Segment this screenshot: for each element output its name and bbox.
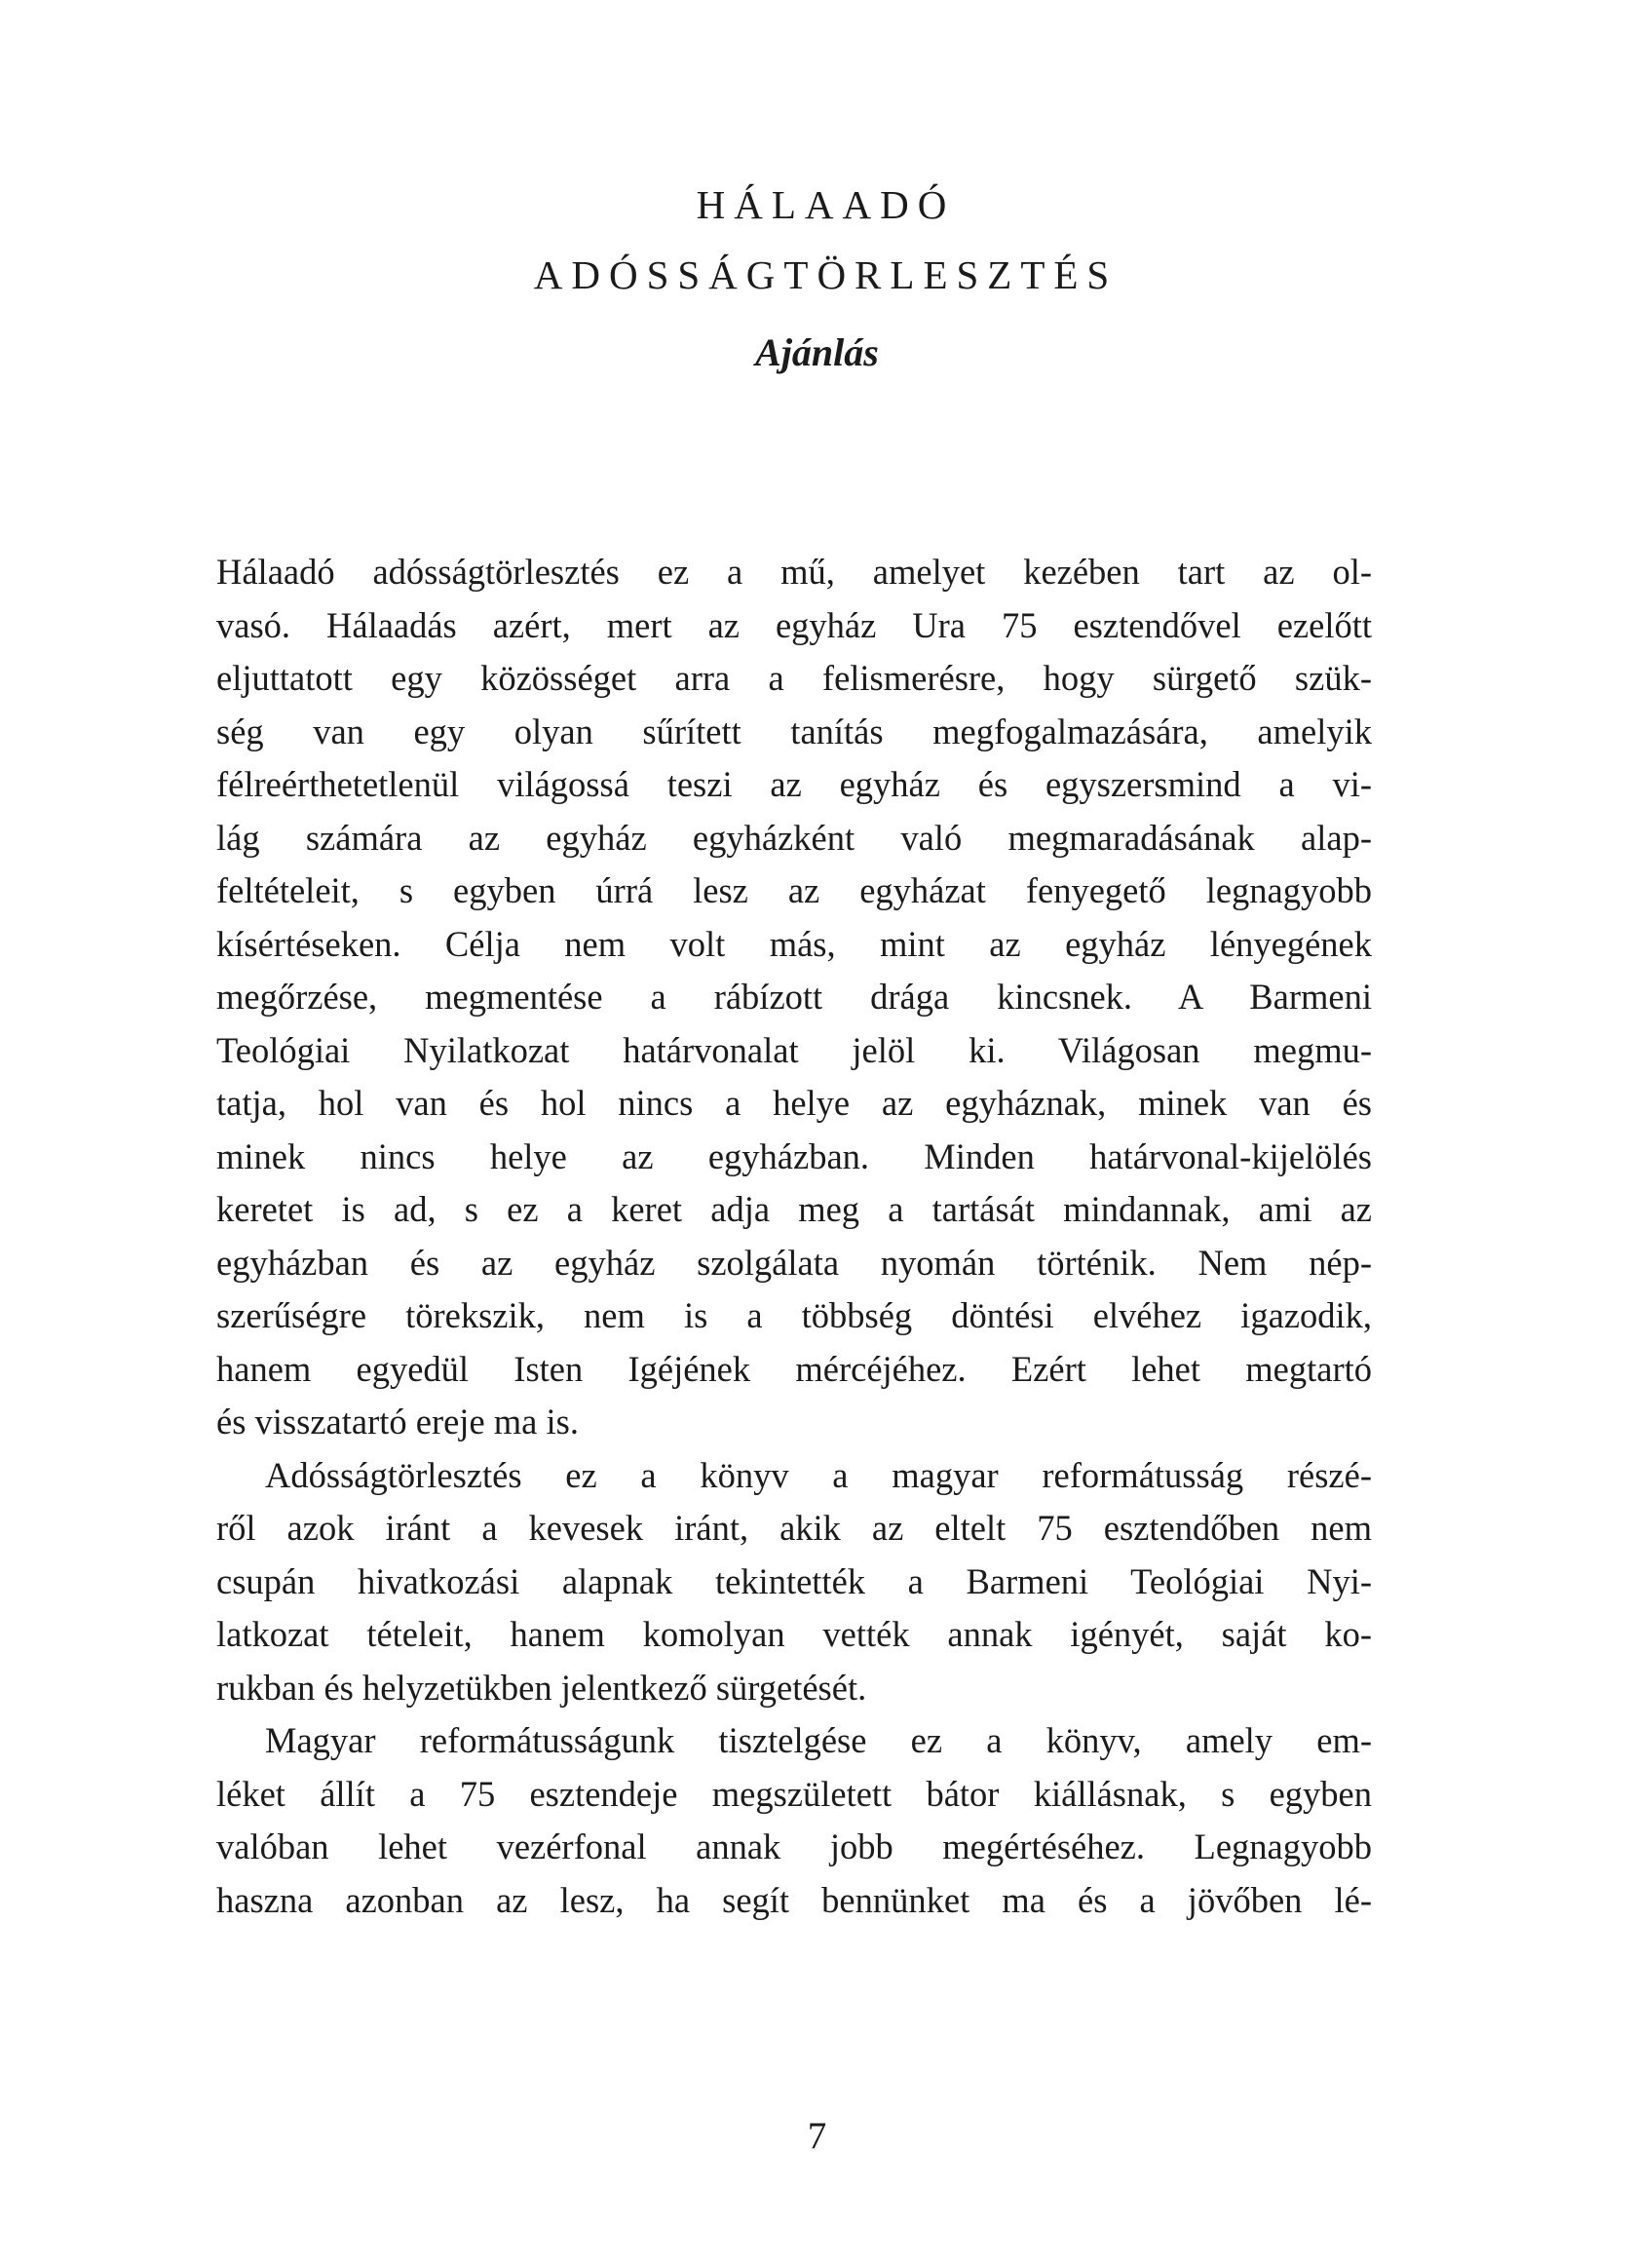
text-line: latkozat tételeit, hanem komolyan vették annak igényét, saját ko-	[216, 1614, 1372, 1654]
text-line: ség van egy olyan sűrített tanítás megfogalmazására, amelyik	[216, 711, 1372, 751]
chapter-title-line-1: HÁLAADÓ	[696, 182, 956, 227]
text-line: megőrzése, megmentése a rábízott drága kincsnek. A Barmeni	[216, 977, 1372, 1017]
page-number: 7	[807, 2115, 827, 2157]
text-line: egyházban és az egyház szolgálata nyomán történik. Nem nép-	[216, 1242, 1372, 1283]
text-line: félreérthetetlenül világossá teszi az egyház és egyszersmind a vi-	[216, 764, 1372, 804]
text-line: Hálaadó adósságtörlesztés ez a mű, amelyet kezében tart az ol-	[216, 552, 1372, 592]
text-line: kísértéseken. Célja nem volt más, mint az egyház lényegének	[216, 923, 1372, 964]
text-line: keretet is ad, s ez a keret adja meg a tartását mindannak, ami az	[216, 1189, 1372, 1229]
text-line: csupán hivatkozási alapnak tekintették a Barmeni Teológiai Nyi-	[216, 1560, 1372, 1601]
text-line: és visszatartó ereje ma is.	[216, 1402, 579, 1442]
text-line: Adósságtörlesztés ez a könyv a magyar reformátusság részé-	[265, 1454, 1372, 1495]
text-line: hanem egyedül Isten Igéjének mércéjéhez. Ezért lehet megtartó	[216, 1348, 1372, 1389]
text-line: Magyar reformátusságunk tisztelgése ez a könyv, amely em-	[265, 1720, 1372, 1760]
text-line: eljuttatott egy közösséget arra a felismerésre, hogy sürgető szük-	[216, 658, 1372, 698]
text-line: vasó. Hálaadás azért, mert az egyház Ura 75 esztendővel ezelőtt	[216, 604, 1372, 645]
text-line: minek nincs helye az egyházban. Minden határvonal-kijelölés	[216, 1135, 1372, 1176]
paragraph	[216, 1449, 1372, 1715]
text-line: ről azok iránt a kevesek iránt, akik az eltelt 75 esztendőben nem	[216, 1508, 1372, 1548]
text-line: léket állít a 75 esztendeje megszületett bátor kiállásnak, s egyben	[216, 1773, 1372, 1814]
text-line: feltételeit, s egyben úrrá lesz az egyházat fenyegető legnagyobb	[216, 870, 1372, 910]
text-line: lág számára az egyház egyházként való megmaradásának alap-	[216, 817, 1372, 858]
text-line: Teológiai Nyilatkozat határvonalat jelöl ki. Világosan megmu-	[216, 1029, 1372, 1070]
text-line: rukban és helyzetükben jelentkező sürgetését.	[216, 1667, 867, 1708]
chapter-title-line-2: ADÓSSÁGTÖRLESZTÉS	[533, 252, 1119, 297]
text-line: tatja, hol van és hol nincs a helye az egyháznak, minek van és	[216, 1083, 1372, 1123]
text-line: haszna azonban az lesz, ha segít bennünket ma és a jövőben lé-	[216, 1879, 1372, 1920]
text-line: szerűségre törekszik, nem is a többség döntési elvéhez igazodik,	[216, 1295, 1372, 1335]
body-text	[216, 546, 1372, 1927]
paragraph	[216, 546, 1372, 1449]
chapter-subtitle: Ajánlás	[755, 330, 879, 374]
paragraph	[216, 1714, 1372, 1927]
text-line: valóban lehet vezérfonal annak jobb megértéséhez. Legnagyobb	[216, 1826, 1372, 1866]
